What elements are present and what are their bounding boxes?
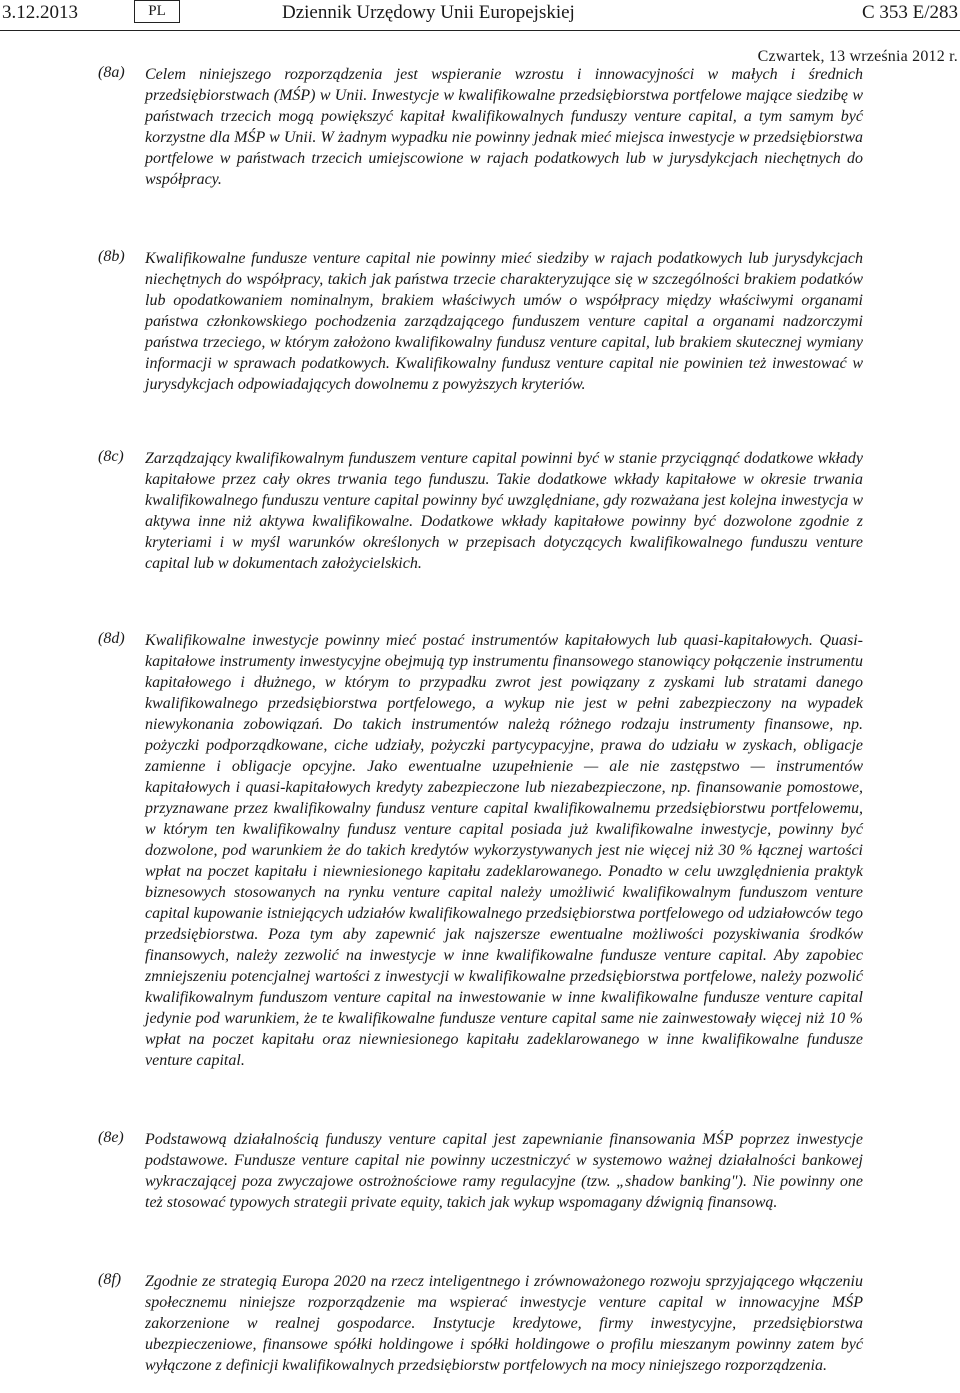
clause-text: Zarządzający kwalifikowalnym funduszem venture capital powinni być w stanie przyciągnąć dodatkowe wkłady kapitałowe przez cały okres trwania tego funduszu. Takie dodatkowe wkłady kapitałowe w okresie trwania kwalifikowalnego funduszu venture capital powinny być uwzględniane, gdy rozważana jest kolejna inwestycja w aktywa inne niż aktywa kwalifikowalne. Dodatkowe wkłady kapitałowe powinny być dozwolone zgodnie z kryteriami i w myśl warunków określonych w przepisach dotyczących kwalifikowalnego funduszu venture capital lub w dokumentach założycielskich. bbox=[145, 450, 863, 572]
clause-number: (8e) bbox=[98, 1129, 124, 1146]
publication-date: 3.12.2013 bbox=[2, 2, 78, 23]
clause-text: Kwalifikowalne fundusze venture capital nie powinny mieć siedziby w rajach podatkowych lub jurysdykcjach niechętnych do współpracy, takich jak państwa trzecie charakteryzujące się w szczególności brakiem podatków lub opodatkowaniem nominalnym, brakiem właściwych umów o współpracy między właściwymi organami państwa członkowskiego pochodzenia zarządzającego funduszem venture capital a organami nadzorczymi państwa trzeciego, w którym założono kwalifikowalny fundusz venture capital, lub brakiem skutecznej wymiany informacji w sprawach podatkowych. Kwalifikowalny fundusz venture capital nie powinien też inwestować w jurysdykcjach odpowiadających dowolnemu z powyższych kryteriów. bbox=[145, 250, 863, 393]
language-badge: PL bbox=[134, 0, 180, 23]
journal-reference: C 353 E/283 bbox=[861, 2, 958, 23]
clause-number: (8c) bbox=[98, 448, 124, 465]
clause-text: Celem niniejszego rozporządzenia jest wspieranie wzrostu i innowacyjności w małych i średnich przedsiębiorstwach (MŚP) w Unii. Inwestycje w kwalifikowalne przedsiębiorstwa portfelowe mające siedzibę w państwach trzecich mogą powiększyć kapitał kwalifikowalnych funduszy venture capital, a tym samym być korzystne dla MŚP w Unii. W żadnym wypadku nie powinny jednak mieć miejsca inwestycje w przedsiębiorstwa portfelowe w państwach trzecich umiejscowione w rajach podatkowych lub w jurysdykcjach niechętnych do współpracy. bbox=[145, 66, 863, 188]
clause-text: Zgodnie ze strategią Europa 2020 na rzecz inteligentnego i zrównoważonego rozwoju sprzyjającego włączeniu społecznemu niniejsze rozporządzenie ma wspierać inwestycje venture capital w innowacyjne MŚP zakorzenione w realnej gospodarce. Instytucje kredytowe, firmy inwestycyjne, przedsiębiorstwa ubezpieczeniowe, finansowe spółki holdingowe i spółki holdingowe o profilu mieszanym powinny zatem być wyłączone z definicji kwalifikowalnych przedsiębiorstw portfelowych na mocy niniejszego rozporządzenia. bbox=[145, 1273, 863, 1374]
header-rule bbox=[0, 30, 960, 31]
clause-text: Kwalifikowalne inwestycje powinny mieć postać instrumentów kapitałowych lub quasi-kapitałowych. Quasi-kapitałowe instrumenty inwestycyjne obejmują typ instrumentu finansowego stanowiący połączenie instrumentu kapitałowego i dłużnego, w którym to przypadku zwrot jest powiązany z zyskami lub stratami danego kwalifikowalnego przedsiębiorstwa portfelowego, a wykup nie jest w pełni zabezpieczony na wypadek niewykonania zobowiązań. Do takich instrumentów należą różnego rodzaju instrumenty finansowe, np. pożyczki podporządkowane, ciche udziały, pożyczki partycypacyjne, prawa do udziału w zyskach, obligacje zamienne i obligacje opcyjne. Jako ewentualne uzupełnienie — ale nie zastępstwo — instrumentów kapitałowych i quasi-kapitałowych kredyty zabezpieczone lub niezabezpieczone, np. finansowanie pomostowe, przyznawane przez kwalifikowalny fundusz venture capital kwalifikowalnemu przedsiębiorstwu portfelowemu, w którym ten kwalifikowalny fundusz venture capital posiada już kwalifikowalne inwestycje, powinny być dozwolone, pod warunkiem że do takich kredytów wykorzystywanych jest nie więcej niż 30 % łącznej wartości wpłat na poczet kapitału i niewniesionego kapitału zadeklarowanego. Ponadto w celu uwzględnienia praktyk biznesowych stosowanych na rynku venture capital należy umożliwić kwalifikowalnym funduszom venture capital kupowanie istniejących udziałów kwalifikowalnego przedsiębiorstwa portfelowego od udziałowców tego przedsiębiorstwa. Poza tym aby zapewnić jak najszersze ewentualne możliwości pozyskiwania środków finansowych, należy zezwolić na inwestycje w inne kwalifikowalne fundusze venture capital. Aby zapobiec zmniejszeniu potencjalnej wartości z inwestycji w kwalifikowalne przedsiębiorstwa portfelowe, należy pozwolić kwalifikowalnym funduszom venture capital na inwestowanie w inne kwalifikowalne fundusze venture capital jedynie pod warunkiem, że te kwalifikowalne fundusze venture capital same nie zainwestowały więcej niż 10 % wpłat na poczet kapitału oraz niewniesionego kapitału zadeklarowanego w inne kwalifikowalne fundusze venture capital. bbox=[145, 632, 863, 1069]
session-date: Czwartek, 13 września 2012 r. bbox=[757, 48, 958, 65]
clause-number: (8b) bbox=[98, 248, 125, 265]
journal-title: Dziennik Urzędowy Unii Europejskiej bbox=[282, 2, 575, 23]
page-header bbox=[0, 0, 960, 30]
clause-text: Podstawową działalnością funduszy venture capital jest zapewnianie finansowania MŚP poprzez inwestycje podstawowe. Fundusze venture capital nie powinny uczestniczyć w systemowo ważnej działalności bankowej wykraczającej poza zwyczajowe ostrożnościowe ramy regulacyjne (tzw. „shadow banking"). Nie powinny one też stosować typowych strategii private equity, takich jak wykup wspomagany dźwignią finansową. bbox=[145, 1131, 863, 1211]
clause-number: (8f) bbox=[98, 1271, 122, 1288]
clause-number: (8d) bbox=[98, 630, 125, 647]
clause-number: (8a) bbox=[98, 64, 125, 81]
